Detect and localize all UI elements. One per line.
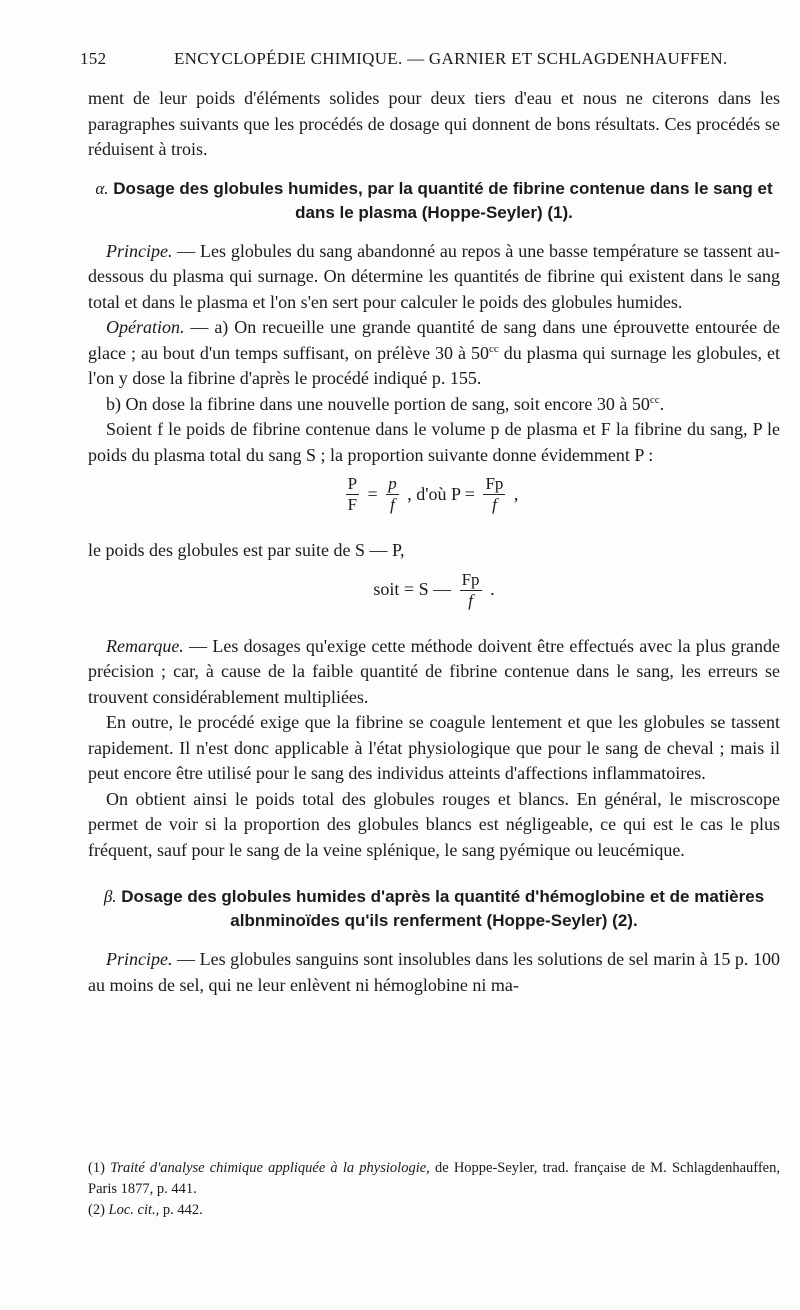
soient-paragraph: Soient f le poids de fibrine contenue dans le volume p de plasma et F la fibrine du sang, P le poids du plasma total du sang S ; la proportion suivante donne évidemment P : xyxy=(88,419,780,465)
soit-lead: soit = S — xyxy=(373,579,452,600)
running-header xyxy=(80,46,728,72)
section-alpha-symbol: α. xyxy=(95,178,109,198)
footnote-1 xyxy=(88,1158,780,1200)
poids-line: le poids des globules est par suite de S — P, xyxy=(88,540,405,560)
footnotes xyxy=(88,1158,780,1221)
formula-connector: , d'où P = xyxy=(407,483,475,504)
soit-formula xyxy=(88,570,780,626)
formula-tail: . xyxy=(490,579,495,600)
footnote-mark: (1) xyxy=(88,1160,105,1176)
principe-label: Principe. xyxy=(106,240,173,261)
remarque-label: Remarque. xyxy=(106,635,184,656)
principe-text: — Les globules du sang abandonné au repos à une basse température se tassent au-dessous du plasma qui surnage. On détermine les quantités de fibrine qui existent dans le sang total et dans le plasma et l'on s'en sert pour calculer le poids des globules humides. xyxy=(88,240,780,312)
operation-label: Opération. xyxy=(106,317,185,337)
section-beta-symbol: β. xyxy=(103,887,117,906)
fraction-denominator: f xyxy=(390,495,395,514)
section-alpha-title: Dosage des globules humides, par la quantité de fibrine contenue dans le sang et dans le plasma (Hoppe-Seyler) (1). xyxy=(113,178,773,222)
fraction-numerator: P xyxy=(347,474,358,493)
fraction-p-over-f-lower xyxy=(386,474,399,515)
formula-tail: , xyxy=(513,483,519,504)
fraction-fp-over-f xyxy=(483,474,505,515)
page-body xyxy=(88,86,780,998)
equals-sign: = xyxy=(367,483,378,504)
remarque-text: — Les dosages qu'exige cette méthode doivent être effectués avec la plus grande précision ; car, à cause de la faible quantité de fibrine contenue dans le sang, les erreurs se trouvent considérablement multipliées. xyxy=(88,635,780,707)
beta-principe-text: — Les globules sanguins sont insolubles dans les solutions de sel marin à 15 p. 100 au moins de sel, qui ne leur enlèvent ni hémoglobine ni ma- xyxy=(88,949,780,995)
operation-text: — a) On recueille une grande quantité de sang dans une éprouvette entourée de glace ; au bout d'un temps suffisant, on prélève 30 à $50^{cc}$ du plasma qui surnage les globules, et l'on y dose la fibrine d'après le procédé indiqué p. 155. xyxy=(88,317,780,388)
fraction-numerator: p xyxy=(388,474,397,493)
beta-principe-paragraph xyxy=(88,947,780,998)
footnote-mark: (2) xyxy=(88,1202,105,1218)
footnote-text: de Hoppe-Seyler, trad. française de M. Schlagdenhauffen, Paris 1877, p. 441. xyxy=(88,1160,780,1197)
principe-paragraph xyxy=(88,239,780,316)
remarque-paragraph xyxy=(88,634,780,711)
fraction-denominator: f xyxy=(492,495,497,514)
page-number: 152 xyxy=(80,49,107,68)
on-obtient-paragraph: On obtient ainsi le poids total des globules rouges et blancs. En général, le miscroscope permet de voir si la proportion des globules blancs est négligeable, ce qui est le cas le plus fréquent, sauf pour le sang de la veine splénique, le sang pyémique ou leucémique. xyxy=(88,788,780,860)
operation-paragraph xyxy=(88,315,780,392)
footnote-title: Traité d'analyse chimique appliquée à la physiologie, xyxy=(110,1160,430,1176)
fraction-fp-over-f-2 xyxy=(460,570,482,611)
fraction-denominator: F xyxy=(347,495,358,514)
intro-paragraph: ment de leur poids d'éléments solides pour deux tiers d'eau et nous ne citerons dans les paragraphes suivants que les procédés de dosage qui donnent de bons résultats. Ces procédés se réduisent à trois. xyxy=(88,88,780,159)
section-alpha-heading xyxy=(88,177,780,225)
footnote-title: Loc. cit., xyxy=(108,1202,160,1218)
footnote-2 xyxy=(88,1200,780,1221)
en-outre-paragraph: En outre, le procédé exige que la fibrine se coagule lentement et que les globules se tassent rapidement. Il n'est donc applicable à l'état physiologique que pour le sang de cheval ; mais il peut encore être utilisé pour le sang des individus atteints d'affections inflammatoires. xyxy=(88,712,780,783)
step-b-paragraph: b) On dose la fibrine dans une nouvelle portion de sang, soit encore 30 à $50^{cc}$. xyxy=(106,393,665,414)
footnote-text: p. 442. xyxy=(159,1202,203,1218)
fraction-denominator: f xyxy=(468,590,473,610)
fraction-numerator: Fp xyxy=(461,569,480,589)
running-title: ENCYCLOPÉDIE CHIMIQUE. — GARNIER ET SCHLAGDENHAUFFEN. xyxy=(174,49,728,68)
section-beta-heading xyxy=(88,885,780,933)
beta-principe-label: Principe. xyxy=(106,949,173,969)
fraction-numerator: Fp xyxy=(485,474,504,493)
fraction-p-over-f-upper xyxy=(346,474,359,515)
section-beta-title: Dosage des globules humides d'après la quantité d'hémoglobine et de matières albnminoïdes qu'ils renferment (Hoppe-Seyler) (2). xyxy=(121,887,765,930)
proportion-formula xyxy=(88,474,780,530)
